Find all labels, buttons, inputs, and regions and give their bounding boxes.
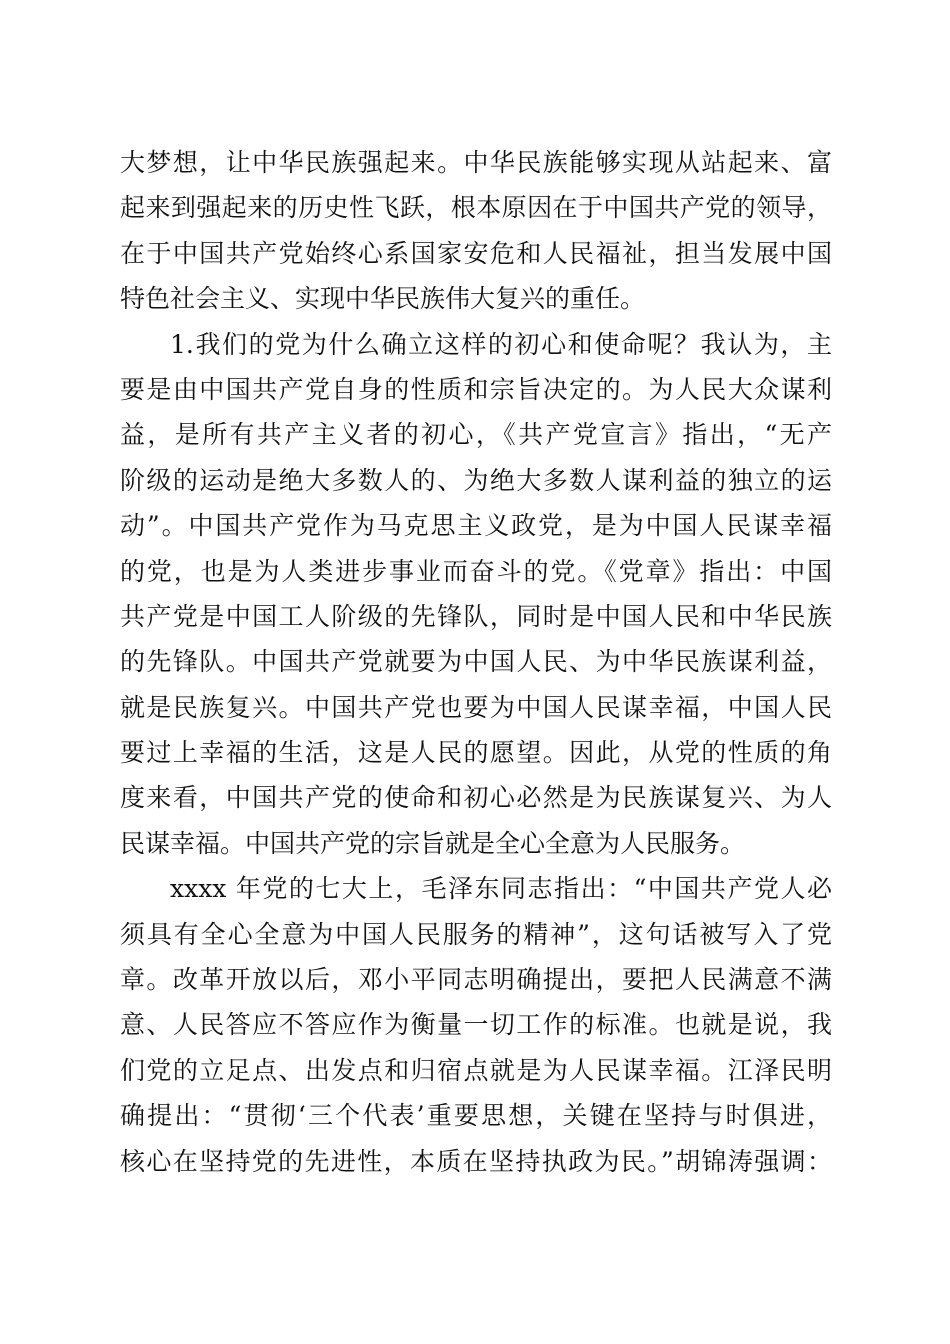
text-line: 益，是所有共产主义者的初心，《共产党宣言》指出，“无产 [120,420,832,450]
text-line: 大梦想，让中华民族强起来。中华民族能够实现从站起来、富 [120,148,832,177]
text-line: 1.我们的党为什么确立这样的初心和使命呢？我认为，主 [170,329,832,359]
text-line: 确提出：“贯彻‘三个代表’重要思想，关键在坚持与时俱进， [120,1101,832,1131]
text-line: xxxx 年党的七大上，毛泽东同志指出：“中国共产党人必 [170,874,832,904]
text-line: 要是由中国共产党自身的性质和宗旨决定的。为人民大众谋利 [120,374,832,404]
text-line: 起来到强起来的历史性飞跃，根本原因在于中国共产党的领导， [120,193,832,223]
text-line: 的先锋队。中国共产党就要为中国人民、为中华民族谋利益， [120,647,832,677]
paragraph-point-1 [120,322,832,867]
text-line: 就是民族复兴。中国共产党也要为中国人民谋幸福，中国人民 [120,692,832,722]
paragraph-intro-continuation [120,140,832,322]
text-line: 共产党是中国工人阶级的先锋队，同时是中国人民和中华民族 [120,601,832,631]
paragraph-seventh-congress [120,866,832,1184]
text-line: 的党，也是为人类进步事业而奋斗的党。《党章》指出：中国 [120,556,832,586]
text-line: 特色社会主义、实现中华民族伟大复兴的重任。 [120,284,646,314]
text-line: 阶级的运动是绝大多数人的、为绝大多数人谋利益的独立的运 [120,465,832,495]
document-body [120,140,832,1184]
text-line: 核心在坚持党的先进性，本质在坚持执政为民。”胡锦涛强调： [120,1146,832,1176]
text-line: 要过上幸福的生活，这是人民的愿望。因此，从党的性质的角 [120,738,832,768]
text-line: 们党的立足点、出发点和归宿点就是为人民谋幸福。江泽民明 [120,1055,832,1085]
text-line: 须具有全心全意为中国人民服务的精神”，这句话被写入了党 [120,919,832,949]
text-line: 民谋幸福。中国共产党的宗旨就是全心全意为人民服务。 [120,828,746,858]
text-line: 在于中国共产党始终心系国家安危和人民福祉，担当发展中国 [120,238,832,268]
text-line: 度来看，中国共产党的使命和初心必然是为民族谋复兴、为人 [120,783,832,813]
text-line: 意、人民答应不答应作为衡量一切工作的标准。也就是说，我 [120,1010,832,1040]
text-line: 章。改革开放以后，邓小平同志明确提出，要把人民满意不满 [120,965,832,995]
text-line: 动”。中国共产党作为马克思主义政党，是为中国人民谋幸福 [120,511,832,541]
